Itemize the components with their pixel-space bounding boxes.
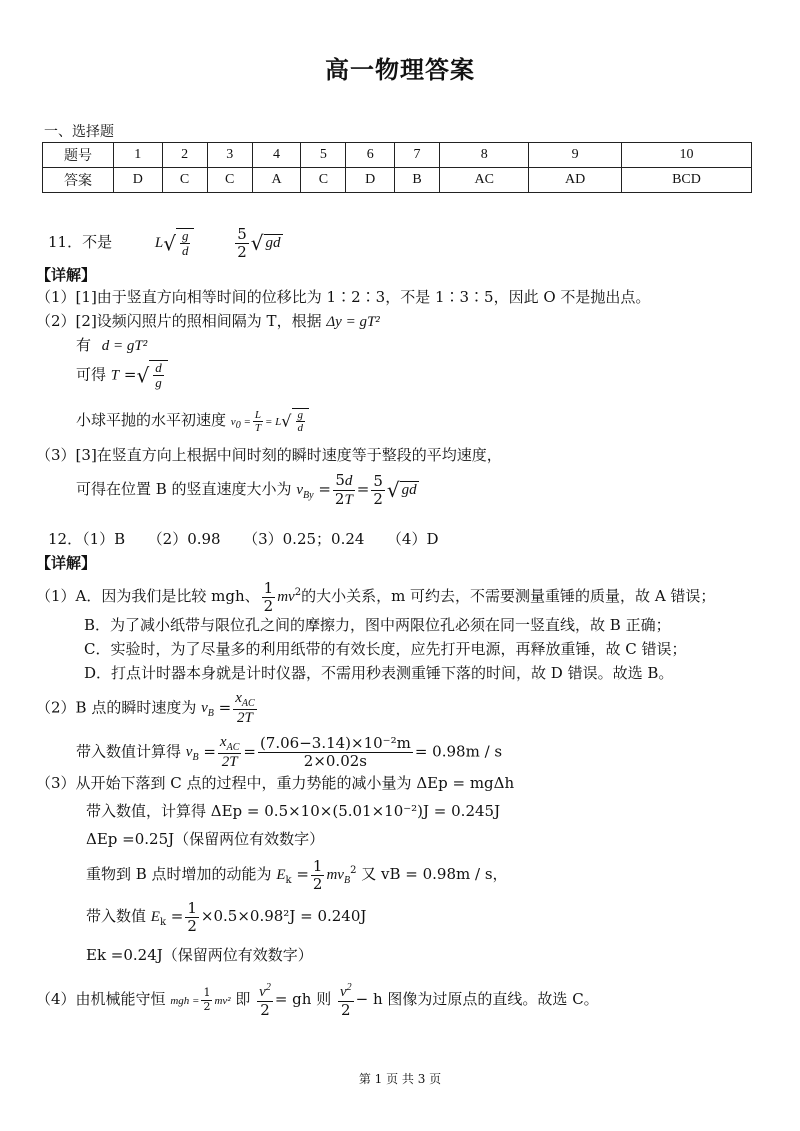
q12-answer-line: 12．（1）B （2）0.98 （3）0.25；0.24 （4）D: [48, 530, 439, 548]
q12-part3-c: ΔEp =0.25J（保留两位有效数字）: [86, 830, 325, 848]
q12-detail-heading: 【详解】: [36, 554, 97, 572]
table-cell: 6: [346, 143, 395, 168]
q12-part2-numerator: (7.06−3.14)×10⁻²m: [259, 734, 411, 753]
q11-line-1: （1）[1]由于竖直方向相等时间的位移比为 1∶2∶3，不是 1∶3∶5，因此 O 不是抛出点。: [36, 288, 651, 306]
q11-line-7-text: 可得在位置 B 的竖直速度大小为: [76, 480, 292, 498]
q12-part2-b-text: 带入数值计算得: [76, 742, 182, 761]
q12-part3-g-text: ×0.5×0.98²J = 0.240J: [200, 907, 367, 925]
table-cell: 1: [114, 143, 163, 168]
q12-part3-b: 带入数值，计算得 ΔEp = 0.5×10×(5.01×10⁻²)J = 0.245J: [86, 802, 501, 820]
table-cell: 5: [301, 143, 346, 168]
table-row: [43, 168, 752, 193]
q11-line-4: 可得 T =√ $\frac{d}{g}$: [76, 360, 168, 391]
q11-answer-line: [48, 226, 283, 260]
q12-part3-f: 带入数值 $E_k$ = $\frac{1}{2}$ ×0.5×0.98²J = 0.240J: [86, 899, 367, 935]
section-heading: 一、选择题: [44, 124, 114, 140]
table-cell: C: [301, 168, 346, 193]
table-cell: C: [207, 168, 252, 193]
q11-line-3-formula: d = gT²: [101, 338, 148, 354]
q11-line-2-text: （2）[2]设频闪照片的照相间隔为 T，根据: [36, 312, 322, 330]
table-cell: 2: [162, 143, 207, 168]
q12-part2-b: 带入数值计算得 $v_B$ = $\frac{x_{AC}}{2T}$ = $\frac{\text{(7.06−3.14)×10⁻²m}}{2\times 0.02s}$ = 0.98m / s: [76, 734, 503, 770]
q12-part2-denominator: 2×0.02s: [303, 751, 367, 770]
table-cell: 8: [440, 143, 529, 168]
q12-part1-a-text: （1）A．因为我们是比较 mgh、: [36, 587, 260, 605]
q12-part4-text-d: − h 图像为过原点的直线。故选 C。: [355, 990, 599, 1008]
table-cell: 3: [207, 143, 252, 168]
q11-line-5-text: 小球平抛的水平初速度: [76, 411, 227, 430]
table-cell: 4: [252, 143, 301, 168]
table-cell: A: [252, 168, 301, 193]
q12-part1-a-rest: 的大小关系，m 可约去，不需要测量重锤的质量，故 A 错误；: [301, 587, 716, 605]
table-cell: AD: [529, 168, 622, 193]
table-cell: 9: [529, 143, 622, 168]
q11-line-3-text: 有: [76, 336, 92, 354]
q12-part1-c: C．实验时，为了尽量多的利用纸带的有效长度，应先打开电源，再释放重锤，故 C 错误；: [84, 640, 687, 658]
q12-part3-d-text: 重物到 B 点时增加的动能为: [86, 865, 272, 883]
q12-part3-f-text: 带入数值: [86, 907, 147, 925]
table-cell: B: [394, 168, 439, 193]
table-cell: BCD: [621, 168, 751, 193]
q12-part1-a: （1）A．因为我们是比较 mgh、 $\frac{1}{2}$ $mv^2$的大小关系，m 可约去，不需要测量重锤的质量，故 A 错误；: [36, 579, 716, 615]
q11-line-5: 小球平抛的水平初速度 $v_0$ = $\frac{L}{T}$ = L√ $\frac{g}{d}$: [76, 408, 309, 434]
sqrt-symbol: √ gd: [250, 231, 281, 255]
q11-line-6: （3）[3]在竖直方向上根据中间时刻的瞬时速度等于整段的平均速度，: [36, 446, 502, 464]
table-cell: 7: [394, 143, 439, 168]
table-cell: C: [162, 168, 207, 193]
q11-line-3: [76, 334, 147, 355]
table-cell: AC: [440, 168, 529, 193]
table-header-cell: 题号: [43, 143, 114, 168]
q11-line-4-text: 可得: [76, 365, 107, 384]
q12-part1-b: B．为了减小纸带与限位孔之间的摩擦力，图中两限位孔必须在同一竖直线，故 B 正确；: [84, 616, 671, 634]
table-cell: 10: [621, 143, 751, 168]
q11-line-2: [36, 310, 380, 331]
q12-part4-text-c: = gh 则: [274, 990, 332, 1008]
q12-part4: （4）由机械能守恒 mgh = $\frac{1}{2}$ mv² 即 $\frac{v^2}{2}$ = gh 则 $\frac{v^2}{2}$ − h 图像为过原点的直线。故选 C。: [36, 982, 599, 1019]
table-cell: D: [346, 168, 395, 193]
q11-line-2-formula: Δy = gT²: [326, 314, 380, 330]
q11-line-7: 可得在位置 B 的竖直速度大小为 $v_{By}$ = $\frac{5d}{2T}$ = $\frac{5}{2}$ √ gd: [76, 471, 417, 508]
q12-part2-result: = 0.98m / s: [414, 742, 503, 761]
q12-part3-d: 重物到 B 点时增加的动能为 $E_k$ = $\frac{1}{2}$ $mv_B^2$ 又 vB = 0.98m / s，: [86, 857, 508, 893]
q12-part2-a-text: （2）B 点的瞬时速度为: [36, 698, 197, 717]
answer-table: [42, 142, 752, 193]
table-row: [43, 143, 752, 168]
table-cell: D: [114, 168, 163, 193]
formula-five-halves: $\frac{5}{2}$: [237, 225, 247, 261]
page-footer: 第 1 页 共 3 页: [358, 1072, 442, 1086]
q12-part3-a: （3）从开始下落到 C 点的过程中，重力势能的减小量为 ΔEp = mgΔh: [36, 774, 515, 792]
formula-l-sqrt-g-d: L: [154, 235, 164, 251]
page-title: 高一物理答案: [325, 55, 475, 84]
table-header-cell: 答案: [43, 168, 114, 193]
sqrt-symbol: √ $\frac{g}{d}$: [163, 228, 194, 259]
q12-part4-text-a: （4）由机械能守恒: [36, 990, 166, 1008]
q12-part2-a: （2）B 点的瞬时速度为 $v_B$ = $\frac{x_{AC}}{2T}$: [36, 690, 255, 726]
q11-head: 11．不是: [48, 233, 113, 251]
q11-detail-heading: 【详解】: [36, 266, 97, 284]
q12-part3-h: Ek =0.24J（保留两位有效数字）: [86, 946, 313, 964]
q12-part4-text-b: 即: [235, 990, 251, 1008]
q12-part3-e-text: 又 vB = 0.98m / s，: [361, 865, 508, 883]
q12-part1-d: D．打点计时器本身就是计时仪器，不需用秒表测重锤下落的时间，故 D 错误。故选 B。: [84, 664, 674, 682]
